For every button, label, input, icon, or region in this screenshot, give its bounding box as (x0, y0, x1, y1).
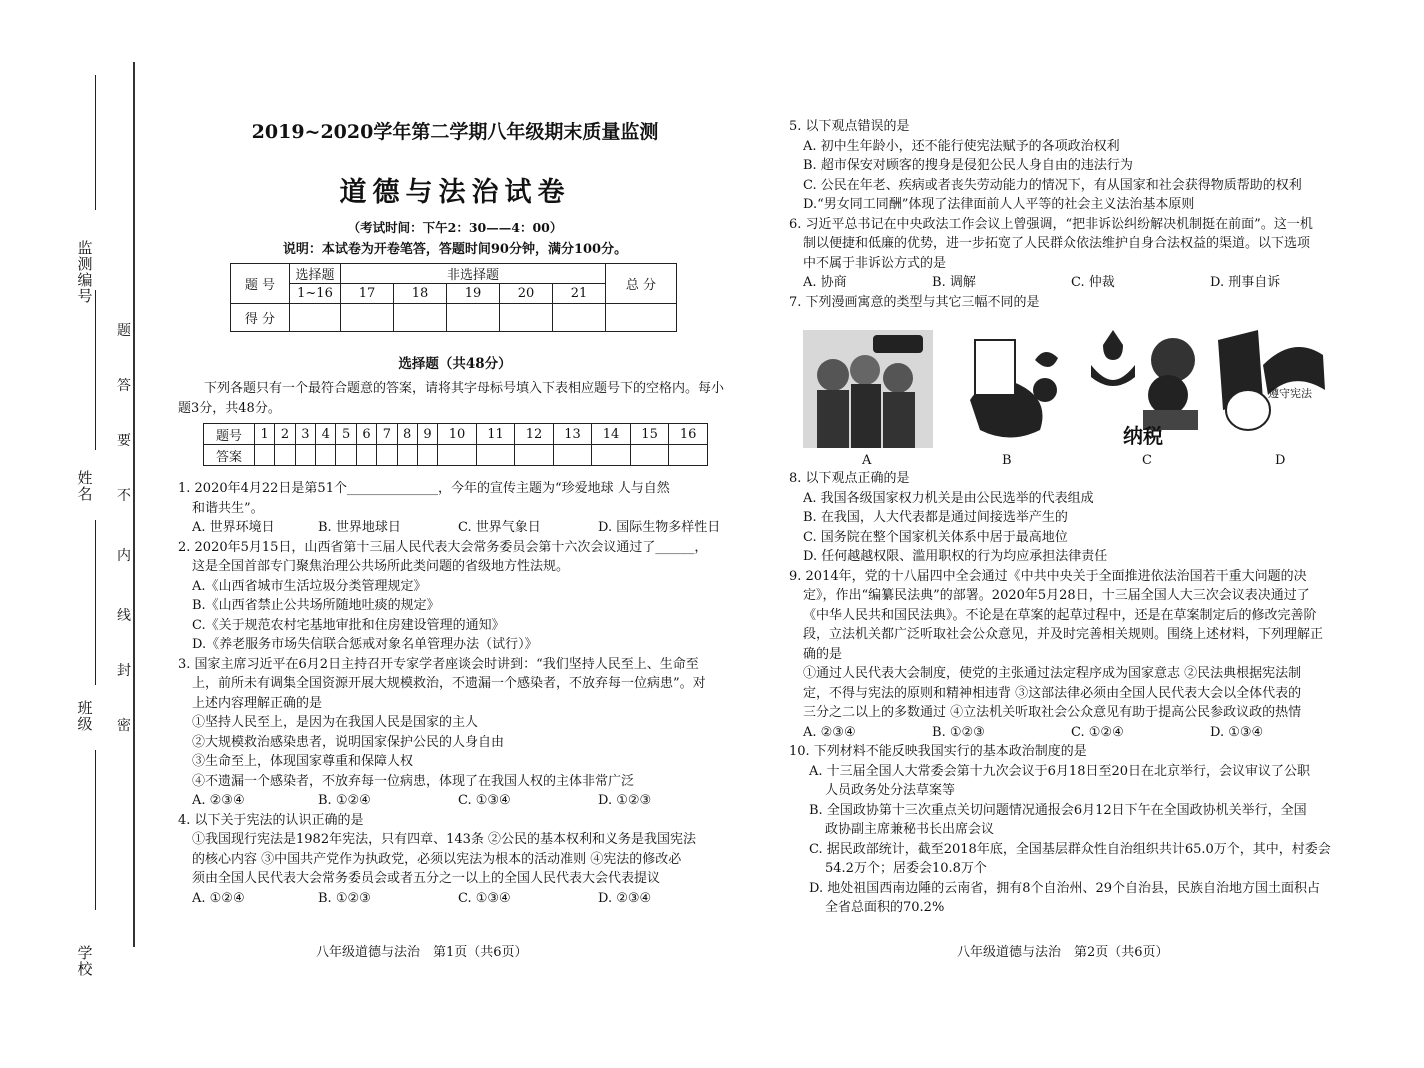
cartoon-b-image (950, 330, 1065, 448)
score-col: 17 (341, 284, 394, 304)
option-choice: B. ①②③ (318, 890, 371, 906)
answer-number: 7 (377, 424, 397, 445)
option-line: C.《关于规范农村宅基地审批和住房建设管理的通知》 (192, 617, 505, 633)
score-cell[interactable] (290, 304, 341, 332)
option-line: 须由全国人民代表大会常务委员会或者五分之一以上的全国人民代表大会代表提议 (192, 871, 661, 886)
seal-char: 题 (117, 323, 131, 339)
question-line: 上，前所未有调集全国资源开展大规模救治，不遗漏一个感染者，不放弃每一位病患”。对 (192, 676, 706, 691)
option-line: B.《山西省禁止公共场所随地吐痰的规定》 (192, 598, 440, 613)
option-line: B. 超市保安对顾客的搜身是侵犯公民人身自由的违法行为 (803, 158, 1133, 173)
question-line: 5. 以下观点错误的是 (789, 119, 910, 134)
score-col: 21 (553, 284, 606, 304)
field-underline (95, 290, 96, 450)
question-line: 10. 下列材料不能反映我国实行的基本政治制度的是 (789, 744, 1087, 759)
field-label-monitor-number: 监测编号 (77, 239, 93, 305)
seal-char: 线 (117, 608, 131, 624)
answer-number: 9 (417, 424, 437, 445)
option-choice: D. 国际生物多样性日 (598, 520, 721, 535)
option-line: ③生命至上，体现国家尊重和保障人权 (192, 754, 414, 769)
option-line: 人员政务处分法草案等 (825, 783, 956, 798)
option-choice: C. 仲裁 (1071, 275, 1115, 290)
seal-char: 不 (117, 488, 131, 504)
seal-char: 答 (117, 378, 131, 394)
question-line: 7. 下列漫画寓意的类型与其它三幅不同的是 (789, 294, 1040, 310)
svg-text:纳税: 纳税 (1123, 424, 1163, 445)
question-line: 3. 国家主席习近平在6月2日主持召开专家学者座谈会时讲到：“我们坚持人民至上、生命至 (178, 656, 699, 672)
answer-number: 15 (630, 424, 669, 445)
options-row (789, 723, 1349, 743)
option-choice: B. ①②④ (318, 793, 371, 808)
score-col: 18 (394, 284, 447, 304)
option-choice: B. 调解 (932, 275, 976, 290)
answer-cell[interactable] (592, 445, 631, 466)
cartoon-a-image (803, 330, 933, 448)
seal-char: 封 (117, 663, 131, 679)
question-line: 制以便捷和低廉的优势，进一步拓宽了人民群众依法维护自身合法权益的渠道。以下选项 (803, 236, 1311, 251)
answer-cell[interactable] (476, 445, 515, 466)
answer-number: 12 (515, 424, 554, 445)
footer-page-1: 八年级道德与法治 第1页（共6页） (316, 945, 528, 960)
option-choice: B. ①②③ (932, 724, 985, 740)
score-cell[interactable] (500, 304, 553, 332)
score-head-choice: 选择题 (290, 264, 341, 284)
answer-number: 10 (438, 424, 477, 445)
score-col: 20 (500, 284, 553, 304)
answer-number: 1 (255, 424, 275, 445)
option-line: 定，不得与宪法的原则和精神相违背 ③这部法律必须由全国人民代表大会以全体代表的 (803, 685, 1302, 701)
option-line: ①我国现行宪法是1982年宪法，只有四章、143条 ②公民的基本权利和义务是我国宪法 (192, 832, 697, 847)
option-line: B. 全国政协第十三次重点关切问题情况通报会6月12日下午在全国政协机关举行，全国 (809, 802, 1307, 818)
answer-number: 6 (356, 424, 376, 445)
question-line: 确的是 (803, 646, 843, 662)
subject-title: 道德与法治试卷 (339, 177, 571, 208)
option-line: C. 国务院在整个国家机关体系中居于最高地位 (803, 529, 1068, 545)
seal-char: 密 (117, 718, 131, 734)
options-row (178, 791, 738, 811)
section-title: 选择题（共48分） (398, 356, 512, 372)
answer-number: 14 (592, 424, 631, 445)
score-cell[interactable] (394, 304, 447, 332)
score-head-nonchoice: 非选择题 (341, 264, 606, 284)
option-choice: B. 世界地球日 (318, 520, 401, 535)
answer-number: 5 (336, 424, 356, 445)
option-line: A. 我国各级国家权力机关是由公民选举的代表组成 (803, 490, 1094, 506)
field-label-class: 班 级 (77, 699, 93, 733)
answer-table (203, 423, 708, 466)
svg-text:遵守宪法: 遵守宪法 (1268, 387, 1312, 400)
option-line: D. 任何越越权限、滥用职权的行为均应承担法律责任 (803, 549, 1108, 564)
option-choice: A. 协商 (803, 275, 847, 290)
score-cell[interactable] (553, 304, 606, 332)
option-choice: C. ①②④ (1071, 724, 1124, 740)
question-line: 这是全国首部专门聚焦治理公共场所此类问题的省级地方性法规。 (192, 559, 570, 574)
option-choice: D. 刑事自诉 (1210, 275, 1281, 290)
option-line: 54.2万个；居委会10.8万个 (825, 861, 987, 876)
option-line: A.《山西省城市生活垃圾分类管理规定》 (192, 578, 427, 594)
question-line: 4. 以下关于宪法的认识正确的是 (178, 812, 364, 828)
cartoon-b-caption: B (1002, 453, 1012, 468)
option-line: ①坚持人民至上，是因为在我国人民是国家的主人 (192, 715, 479, 730)
cartoon-d-image (1213, 325, 1331, 435)
option-line: A. 十三届全国人大常委会第十九次会议于6月18日至20日在北京举行，会议审议了公职 (809, 763, 1311, 779)
option-line: 的核心内容 ③中国共产党作为执政党，必须以宪法为根本的活动准则 ④宪法的修改必 (192, 851, 682, 867)
field-underline (95, 520, 96, 685)
option-line: A. 初中生年龄小，还不能行使宪法赋予的各项政治权利 (803, 138, 1120, 154)
options-row (178, 889, 738, 909)
option-choice: C. ①③④ (458, 890, 511, 906)
option-choice: D. ①②③ (598, 793, 652, 808)
score-cell[interactable] (341, 304, 394, 332)
field-underline (95, 75, 96, 210)
question-line: 段，立法机关都广泛听取社会公众意见，并及时完善相关规则。围绕上述材料，下列理解正 (803, 627, 1324, 642)
option-choice: D. ①③④ (1210, 724, 1264, 740)
options-row (789, 273, 1349, 293)
option-line: 全省总面积的70.2% (825, 900, 945, 915)
cartoon-c-caption: C (1142, 453, 1152, 468)
question-line: 6. 习近平总书记在中央政法工作会议上曾强调，“把非诉讼纠纷解决机制挺在前面”。这一机 (789, 216, 1313, 232)
cartoon-d-caption: D (1275, 453, 1286, 468)
option-line: ④不遗漏一个感染者，不放弃每一位病患，体现了在我国人权的主体非常广泛 (192, 773, 635, 789)
option-line: ②大规模救治感染患者，说明国家保护公民的人身自由 (192, 734, 505, 750)
answer-number: 11 (476, 424, 515, 445)
option-line: 三分之二以上的多数通过 ④立法机关听取社会公众意见有助于提高公民参政议政的热情 (803, 705, 1302, 720)
score-head-label: 题 号 (231, 264, 290, 304)
answer-cell[interactable] (553, 445, 592, 466)
answer-cell[interactable] (316, 445, 336, 466)
answer-head: 题号 (204, 424, 255, 445)
question-line: 8. 以下观点正确的是 (789, 471, 910, 486)
answer-cell[interactable] (356, 445, 376, 466)
option-choice: C. 世界气象日 (458, 520, 541, 535)
answer-cell[interactable] (417, 445, 437, 466)
answer-number: 3 (295, 424, 315, 445)
answer-cell[interactable] (377, 445, 397, 466)
answer-cell[interactable] (255, 445, 275, 466)
answer-cell[interactable] (515, 445, 554, 466)
option-line: D. 地处祖国西南边陲的云南省，拥有8个自治州、29个自治县，民族自治地方国土面积占 (809, 880, 1321, 896)
footer-page-2: 八年级道德与法治 第2页（共6页） (957, 945, 1169, 960)
option-choice: D. ②③④ (598, 890, 652, 906)
score-col: 19 (447, 284, 500, 304)
question-line: 1. 2020年4月22日是第51个______________，今年的宣传主题为“珍爱地球 人与自然 (178, 481, 670, 496)
option-choice: A. 世界环境日 (192, 520, 275, 535)
right-questions-bottom (789, 469, 1349, 918)
score-head-total: 总 分 (606, 264, 677, 304)
seal-char: 内 (117, 548, 131, 564)
field-label-school: 学 校 (77, 944, 93, 978)
answer-cell[interactable] (630, 445, 669, 466)
left-questions (178, 479, 738, 908)
option-line: C. 据民政部统计，截至2018年底，全国基层群众性自治组织共计65.0万个，其中，村委会 (809, 841, 1331, 857)
score-cell[interactable] (447, 304, 500, 332)
question-line: 定》，作出“编纂民法典”的部署。2020年5月28日，十三届全国人大三次会议表决通过了 (803, 588, 1310, 603)
exam-title: 2019~2020学年第二学期八年级期末质量监测 (251, 121, 659, 143)
answer-number: 8 (397, 424, 417, 445)
question-line: 上述内容理解正确的是 (192, 695, 323, 711)
score-col: 1~16 (290, 284, 341, 304)
field-label-name: 姓 名 (77, 469, 93, 503)
option-line: B. 在我国，人大代表都是通过间接选举产生的 (803, 510, 1068, 525)
question-line: 《中华人民共和国民法典》。不论是在草案的起草过程中，还是在草案制定后的修改完善阶 (803, 607, 1317, 623)
option-line: D.《养老服务市场失信联合惩戒对象名单管理办法（试行）》 (192, 637, 538, 652)
exam-time: （考试时间：下午2：30——4：00） (347, 220, 563, 235)
option-choice: A. ①②④ (192, 890, 245, 906)
question-line: 中不属于非诉讼方式的是 (803, 255, 947, 271)
score-cell[interactable] (606, 304, 677, 332)
answer-number: 13 (553, 424, 592, 445)
score-table (230, 263, 677, 332)
exam-note: 说明：本试卷为开卷笔答，答题时间90分钟，满分100分。 (282, 242, 628, 257)
answer-cell[interactable] (397, 445, 417, 466)
field-underline (95, 750, 96, 910)
answer-cell[interactable] (336, 445, 356, 466)
answer-cell[interactable] (295, 445, 315, 466)
question-line: 2. 2020年5月15日，山西省第十三届人民代表大会常务委员会第十六次会议通过了______， (178, 539, 708, 555)
answer-cell[interactable] (669, 445, 708, 466)
answer-cell[interactable] (275, 445, 295, 466)
answer-number: 4 (316, 424, 336, 445)
option-choice: C. ①③④ (458, 793, 511, 808)
option-line: ①通过人民代表大会制度，使党的主张通过法定程序成为国家意志 ②民法典根据宪法制 (803, 666, 1302, 681)
answer-label: 答案 (204, 445, 255, 466)
option-choice: A. ②③④ (192, 793, 245, 808)
option-line: D.“男女同工同酬”体现了法律面前人人平等的社会主义法治基本原则 (803, 197, 1195, 212)
right-questions-top (789, 117, 1349, 312)
answer-cell[interactable] (438, 445, 477, 466)
answer-number: 16 (669, 424, 708, 445)
answer-number: 2 (275, 424, 295, 445)
section-instruction: 下列各题只有一个最符合题意的答案，请将其字母标号填入下表相应题号下的空格内。每小题3分，共48分。 (178, 381, 725, 416)
question-line: 和谐共生”。 (192, 500, 264, 516)
options-row (178, 518, 738, 538)
option-line: C. 公民在年老、疾病或者丧失劳动能力的情况下，有从国家和社会获得物质帮助的权利 (803, 177, 1302, 193)
cartoon-a-caption: A (862, 453, 872, 468)
option-line: 政协副主席兼秘书长出席会议 (825, 822, 995, 837)
score-row-label: 得 分 (231, 304, 290, 332)
option-choice: A. ②③④ (803, 724, 856, 740)
question-line: 9. 2014年，党的十八届四中全会通过《中共中央关于全面推进依法治国若干重大问题的决 (789, 568, 1307, 584)
cartoon-c-image (1083, 325, 1213, 445)
seal-char: 要 (117, 433, 131, 449)
